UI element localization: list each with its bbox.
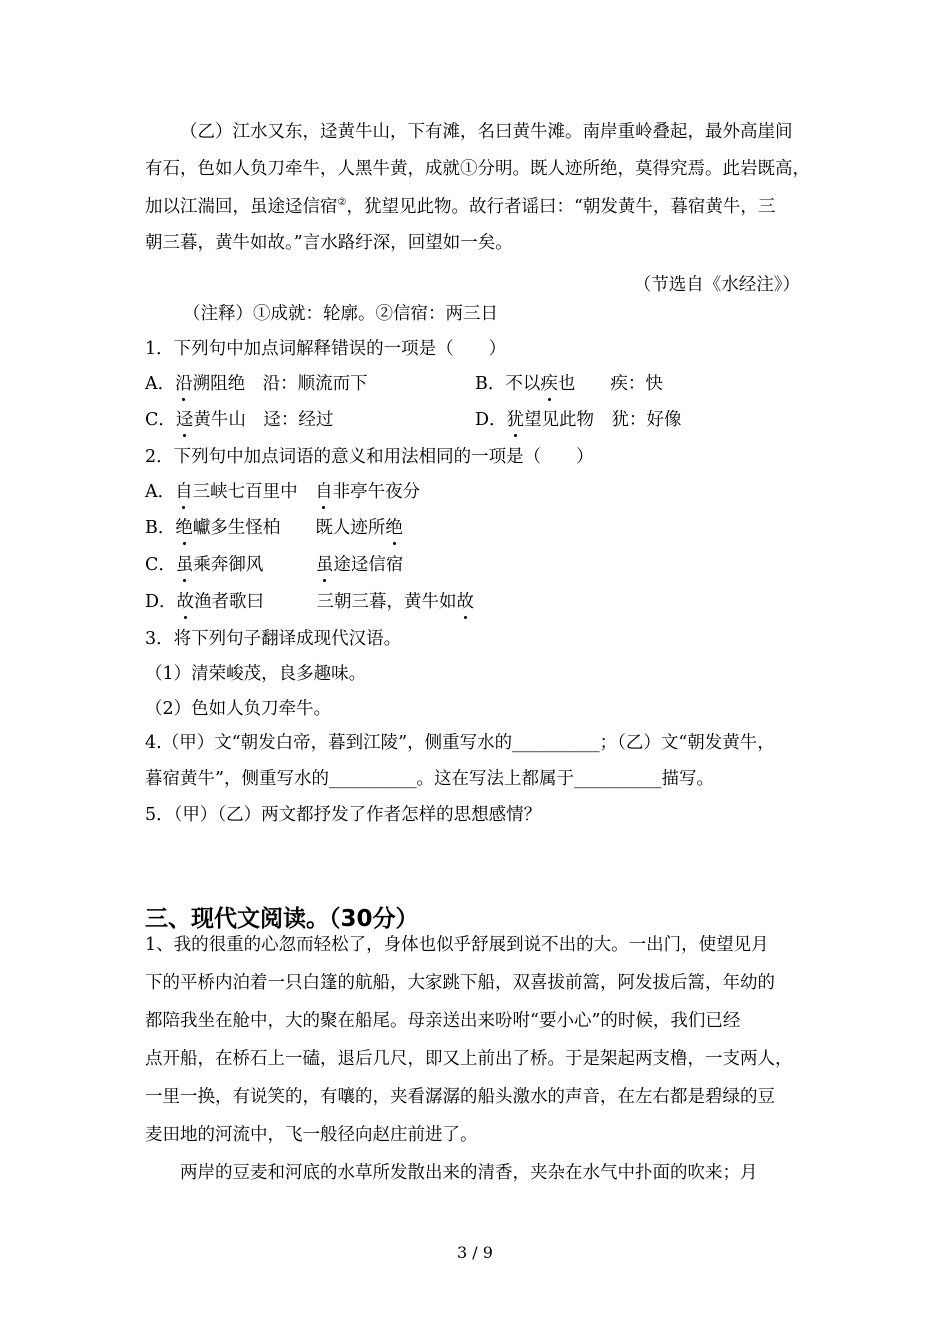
q1-option-b: B．不以疾也 疾：快 [475,374,663,394]
footnote-mark: ② [337,197,347,208]
p2-line-1: 两岸的豆麦和河底的水草所发散出来的清香，夹杂在水气中扑面的吹来；月 [145,1163,758,1183]
q2-option-b: B．绝巘多生怪柏 既人迹所绝 [145,518,403,538]
p1-line-3: 都陪我坐在舱中，大的聚在船尾。母亲送出来吩咐“要小心”的时候，我们已经 [145,1011,741,1031]
q1-option-a: A．沿溯阻绝 沿：顺流而下 [145,374,368,394]
q1-option-d: D．犹望见此物 犹：好像 [475,410,682,430]
section-heading: 三、现代文阅读。（30分） [145,906,419,932]
passage-source: （节选自《水经注》） [633,275,800,295]
p1-line-1: 1、我的很重的心忽而轻松了，身体也似乎舒展到说不出的大。一出门，使望见月 [145,935,769,955]
q2-option-c: C．虽乘奔御风 虽途迳信宿 [145,555,404,575]
p1-line-6: 麦田地的河流中，飞一般径向赵庄前进了。 [145,1125,478,1145]
q3-sentence-1: （1）清荣峻茂，良多趣味。 [145,664,367,684]
q1-option-c: C．迳黄牛山 迳：经过 [145,410,334,430]
q3-stem: 3．将下列句子翻译成现代汉语。 [145,629,402,649]
q2-option-d: D．故渔者歌曰 三朝三暮，黄牛如故 [145,592,475,612]
q2-stem: 2．下列句中加点词语的意义和用法相同的一项是（ ） [145,447,594,467]
q5-stem: 5．（甲）（乙）两文都抒发了作者怎样的思想感情？ [145,805,542,825]
q4-line-2: 暮宿黄牛”，侧重写水的__________。这在写法上都属于__________描写。 [145,769,714,789]
passage-line-2: 有石，色如人负刀牵牛，人黑牛黄，成就①分明。既人迹所绝，莫得究焉。此岩既高， [145,159,810,179]
p1-line-4: 点开船，在桥石上一磕，退后几尺，即又上前出了桥。于是架起两支橹，一支两人， [145,1049,793,1069]
q3-sentence-2: （2）色如人负刀牵牛。 [145,699,332,719]
q1-stem: 1．下列句中加点词解释错误的一项是（ ） [145,339,507,359]
p1-line-5: 一里一换，有说笑的，有嚷的，夹看潺潺的船头激水的声音，在左右都是碧绿的豆 [145,1087,775,1107]
passage-line-1: （乙）江水又东，迳黄牛山，下有滩，名曰黄牛滩。南岸重岭叠起，最外高崖间 [180,122,793,142]
p1-line-2: 下的平桥内泊着一只白篷的航船，大家跳下船，双喜拔前篙，阿发拔后篙，年幼的 [145,973,775,993]
passage-line-4: 朝三暮，黄牛如故。”言水路纡深，回望如一矣。 [145,233,513,253]
page-number: 3 / 9 [457,1243,493,1262]
q4-line-1: 4.（甲）文“朝发白帝，暮到江陵”，侧重写水的__________；（乙）文“朝发黄牛， [145,733,775,753]
passage-line-3: 加以江湍回，虽途迳信宿②，犹望见此物。故行者谣曰：“朝发黄牛，暮宿黄牛，三 [145,196,776,217]
q2-option-a: A．自三峡七百里中 自非亭午夜分 [145,482,421,502]
passage-notes: （注释）①成就：轮廓。②信宿：两三日 [183,304,498,324]
